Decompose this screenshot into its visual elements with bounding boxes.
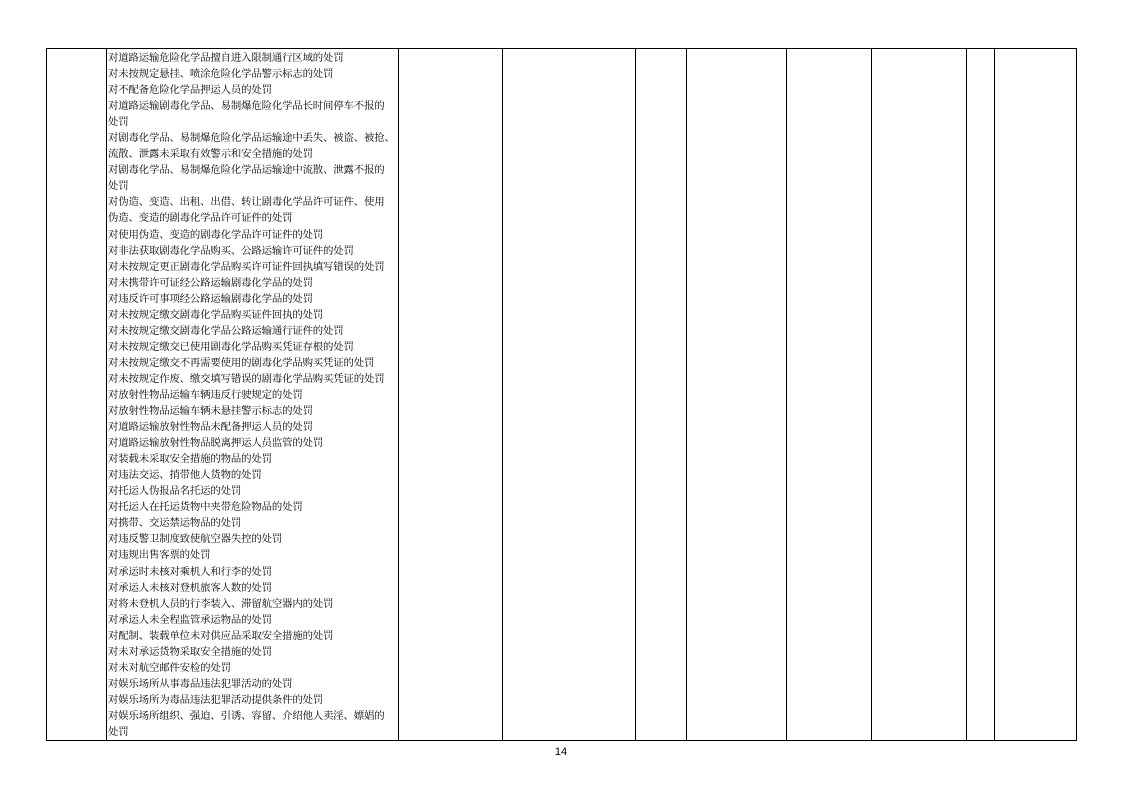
item-line: 对放射性物品运输车辆未悬挂警示标志的处罚 <box>108 405 313 418</box>
item-line: 对未按规定缴交剧毒化学品公路运输通行证件的处罚 <box>108 324 344 337</box>
item-line: 对使用伪造、变造的剧毒化学品许可证件的处罚 <box>108 228 324 241</box>
page-number: 14 <box>554 746 568 758</box>
item-line: 对剧毒化学品、易制爆危险化学品运输途中丢失、被盗、被抢、 <box>108 132 395 145</box>
table-cell-col10 <box>995 49 1077 741</box>
item-line: 对将未登机人员的行李装入、滞留航空器内的处罚 <box>108 597 334 610</box>
item-line: 对道路运输剧毒化学品、易制爆危险化学品长时间停车不报的 <box>108 100 385 113</box>
items-cell <box>107 49 399 741</box>
item-line: 对承运时未核对乘机人和行李的处罚 <box>108 565 272 578</box>
item-line: 对未按规定更正剧毒化学品购买许可证件回执填写错误的处罚 <box>108 260 385 273</box>
item-line: 对道路运输危险化学品擅自进入限制通行区域的处罚 <box>108 52 344 64</box>
item-line: 对配制、装载单位未对供应品采取安全措施的处罚 <box>108 629 334 642</box>
item-line: 对承运人未全程监管承运物品的处罚 <box>108 613 272 626</box>
table-cell-col1 <box>47 49 107 741</box>
item-line: 对违法交运、捎带他人货物的处罚 <box>108 469 262 482</box>
table-cell-col6 <box>687 49 787 741</box>
item-line: 对未按规定作废、缴交填写错误的剧毒化学品购买凭证的处罚 <box>108 372 385 385</box>
table-cell-col7 <box>787 49 872 741</box>
table-cell-col3 <box>399 49 503 741</box>
item-line: 对未对航空邮件安检的处罚 <box>108 661 231 674</box>
item-line: 对剧毒化学品、易制爆危险化学品运输途中流散、泄露不报的 <box>108 164 385 177</box>
item-line: 处罚 <box>108 116 129 129</box>
item-line: 对未携带许可证经公路运输剧毒化学品的处罚 <box>108 276 313 289</box>
item-line: 对道路运输放射性物品未配备押运人员的处罚 <box>108 421 313 434</box>
item-line: 对未对承运货物采取安全措施的处罚 <box>108 645 272 658</box>
item-line: 对不配备危险化学品押运人员的处罚 <box>108 84 272 97</box>
item-line: 对未按规定悬挂、喷涂危险化学品警示标志的处罚 <box>108 68 334 81</box>
item-line: 对托运人在托运货物中夹带危险物品的处罚 <box>108 501 303 514</box>
item-line: 对携带、交运禁运物品的处罚 <box>108 517 242 530</box>
item-line: 对娱乐场所为毒品违法犯罪活动提供条件的处罚 <box>108 693 324 706</box>
table-cell-col5 <box>636 49 687 741</box>
item-line: 对伪造、变造、出租、出借、转让剧毒化学品许可证件、使用 <box>108 196 385 209</box>
item-line: 对未按规定缴交已使用剧毒化学品购买凭证存根的处罚 <box>108 340 354 353</box>
item-line: 伪造、变造的剧毒化学品许可证件的处罚 <box>108 212 293 225</box>
item-line: 对道路运输放射性物品脱离押运人员监管的处罚 <box>108 437 324 450</box>
item-line: 对托运人伪报品名托运的处罚 <box>108 485 242 498</box>
item-line: 对未按规定缴交剧毒化学品购买证件回执的处罚 <box>108 308 324 321</box>
table-row <box>47 49 1077 741</box>
item-line: 对娱乐场所从事毒品违法犯罪活动的处罚 <box>108 677 293 690</box>
table-cell-col9 <box>967 49 995 741</box>
item-line: 对承运人未核对登机旅客人数的处罚 <box>108 581 272 594</box>
table-cell-col4 <box>503 49 636 741</box>
item-line: 对非法获取剧毒化学品购买、公路运输许可证件的处罚 <box>108 244 354 257</box>
document-table <box>46 48 1077 741</box>
item-line: 对装载未采取安全措施的物品的处罚 <box>108 453 272 466</box>
item-line: 对违反警卫制度致使航空器失控的处罚 <box>108 533 283 546</box>
table-cell-col8 <box>872 49 967 741</box>
item-line: 对违规出售客票的处罚 <box>108 549 211 562</box>
item-line: 对放射性物品运输车辆违反行驶规定的处罚 <box>108 388 303 401</box>
item-line: 对未按规定缴交不再需要使用的剧毒化学品购买凭证的处罚 <box>108 356 375 369</box>
item-line: 对违反许可事项经公路运输剧毒化学品的处罚 <box>108 292 313 305</box>
item-line: 处罚 <box>108 180 129 193</box>
item-line: 对娱乐场所组织、强迫、引诱、容留、介绍他人卖淫、嫖娼的 <box>108 709 385 722</box>
item-line: 处罚 <box>108 725 129 738</box>
item-line: 流散、泄露未采取有效警示和安全措施的处罚 <box>108 148 313 161</box>
